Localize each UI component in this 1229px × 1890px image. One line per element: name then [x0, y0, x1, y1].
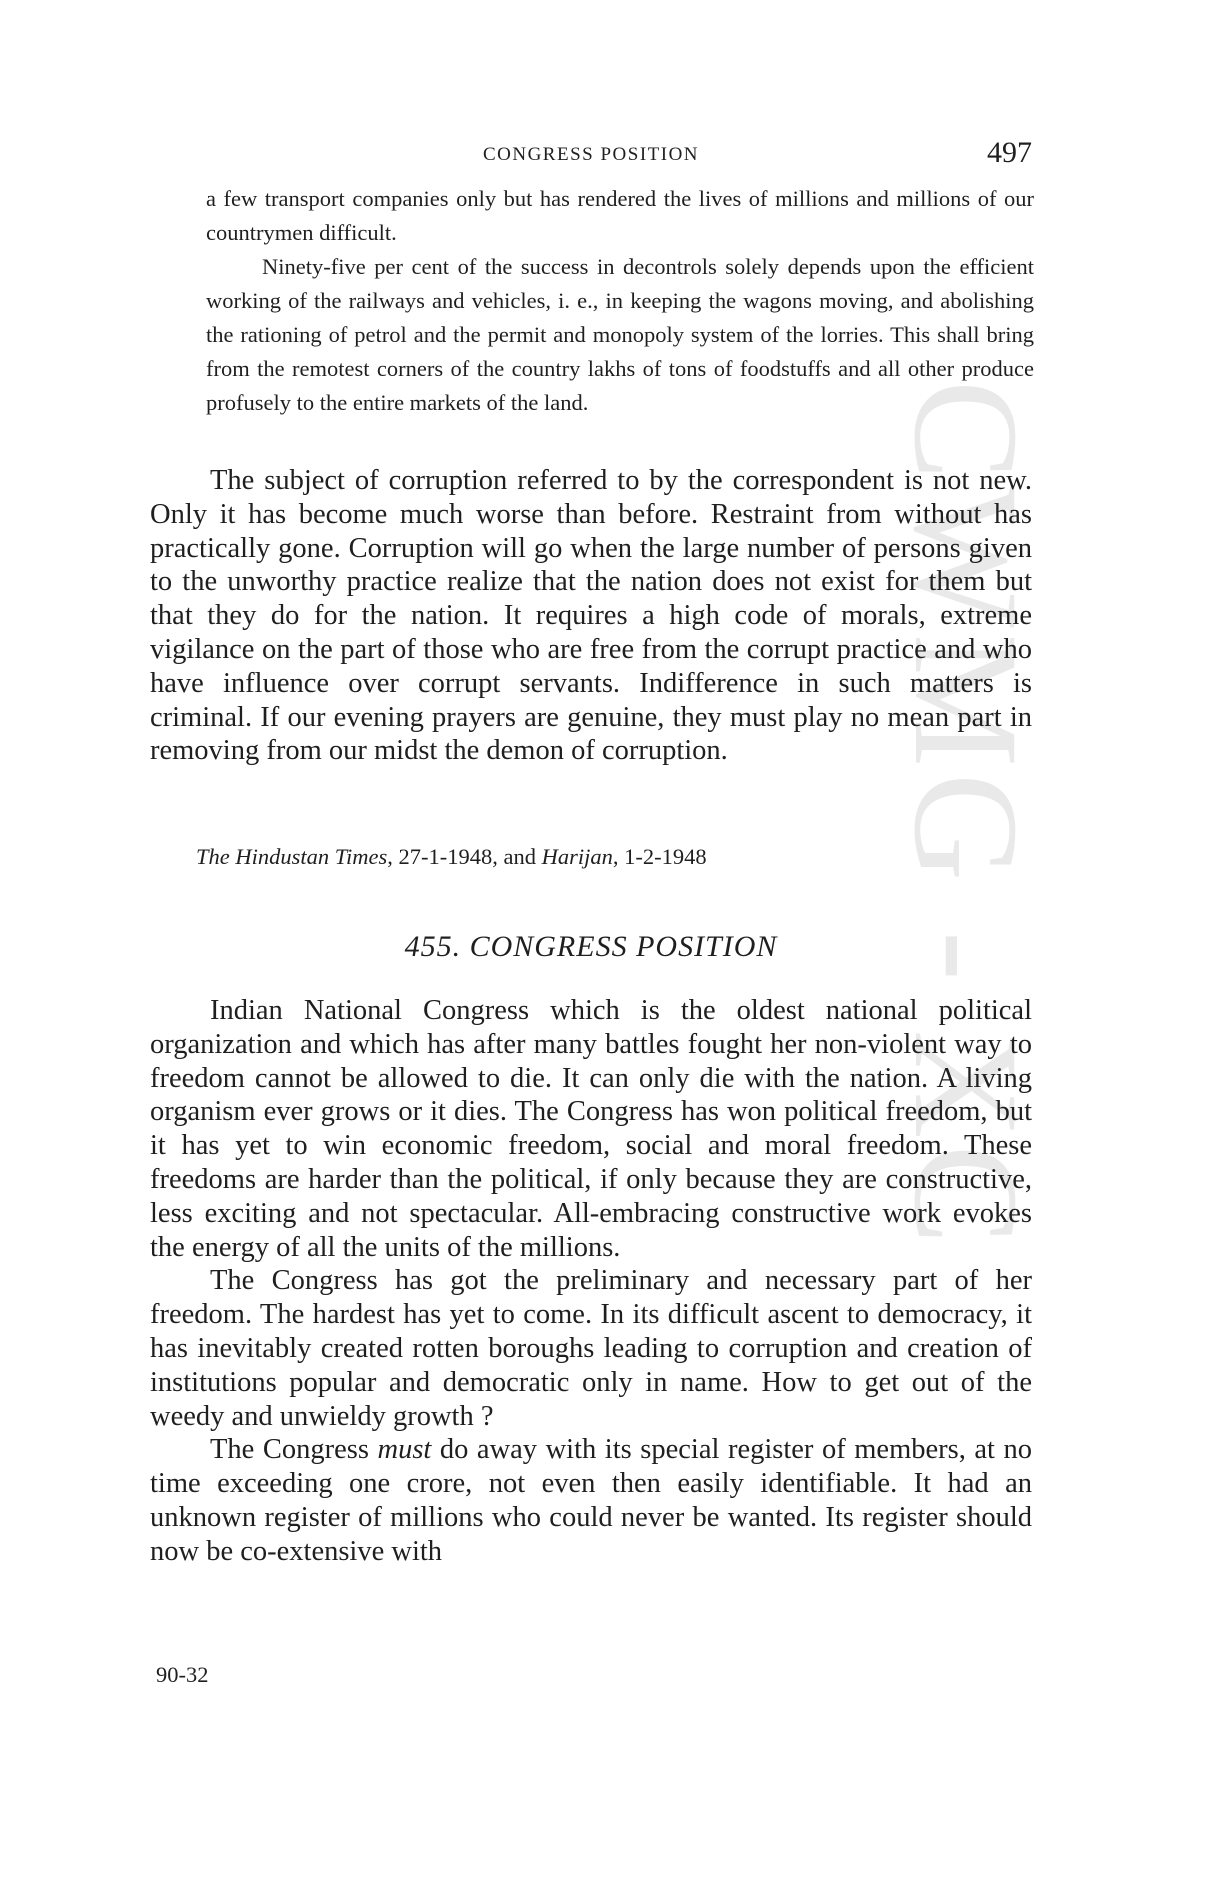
- citation-source: The Hindustan Times: [196, 844, 388, 869]
- body-paragraph: Indian National Congress which is the oldest national political organization and which has after many battles fought her non-violent way to freedom cannot be allowed to die. It can only die with the nation. A living organism ever grows or it dies. The Congress has won political freedom, but it has yet to win economic freedom, social and moral freedom. These freedoms are harder than the political, if only because they are constructive, less exciting and not spectacular. All-embracing constructive work evokes the energy of all the units of the millions.: [150, 995, 1032, 1263]
- citation-date: , 1-2-1948: [612, 844, 707, 869]
- running-title: CONGRESS POSITION: [482, 144, 700, 165]
- folio-mark: 90-32: [156, 1662, 209, 1687]
- paragraph-text: do away with its special register of members, at no time exceeding one crore, not even then easily identifiable. It had an unknown register of millions who could never be wanted. Its register should now be co-extensive with: [150, 1434, 1032, 1567]
- running-head: [150, 136, 1032, 172]
- quote-paragraph: Ninety-five per cent of the success in decontrols solely depends upon the efficient working of the railways and vehicles, i. e., in keeping the wagons moving, and abolishing the rationing of petrol and the permit and monopoly system of the lorries. This shall bring from the remotest corners of the country lakhs of tons of foodstuffs and all other produce profusely to the entire markets of the land.: [206, 254, 1034, 415]
- quoted-letter: [206, 182, 1034, 420]
- section-heading: 455. CONGRESS POSITION: [404, 930, 778, 963]
- body-paragraph: The subject of corruption referred to by the correspondent is not new. Only it has become much worse than before. Restraint from without has practically gone. Corruption will go when the large number of persons given to the unworthy practice realize that the nation does not exist for them but that they do for the nation. It requires a high code of morals, extreme vigilance on the part of those who are free from the corrupt practice and who have influence over corrupt servants. Indifference in such matters is criminal. If our evening prayers are genuine, they must play no mean part in removing from our midst the demon of corruption.: [150, 465, 1032, 767]
- section-text: [150, 994, 1032, 1569]
- source-citation: [196, 842, 707, 872]
- citation-date: , 27-1-1948, and: [387, 844, 542, 869]
- watermark: CWMG - XC: [883, 380, 1049, 1251]
- emphasis: must: [377, 1434, 432, 1466]
- reply-text: [150, 464, 1032, 768]
- page-number: 497: [987, 136, 1032, 169]
- body-paragraph: The Congress has got the preliminary and necessary part of her freedom. The hardest has yet to come. In its difficult ascent to democracy, it has inevitably created rotten boroughs leading to corruption and creation of institutions popular and democratic only in name. How to get out of the weedy and unwieldy growth ?: [150, 1265, 1032, 1432]
- quote-paragraph: a few transport companies only but has rendered the lives of millions and millions of our countrymen difficult.: [206, 186, 1034, 245]
- paragraph-text: The Congress: [210, 1434, 378, 1466]
- citation-source: Harijan: [541, 844, 613, 869]
- body-paragraph: [150, 1433, 1032, 1568]
